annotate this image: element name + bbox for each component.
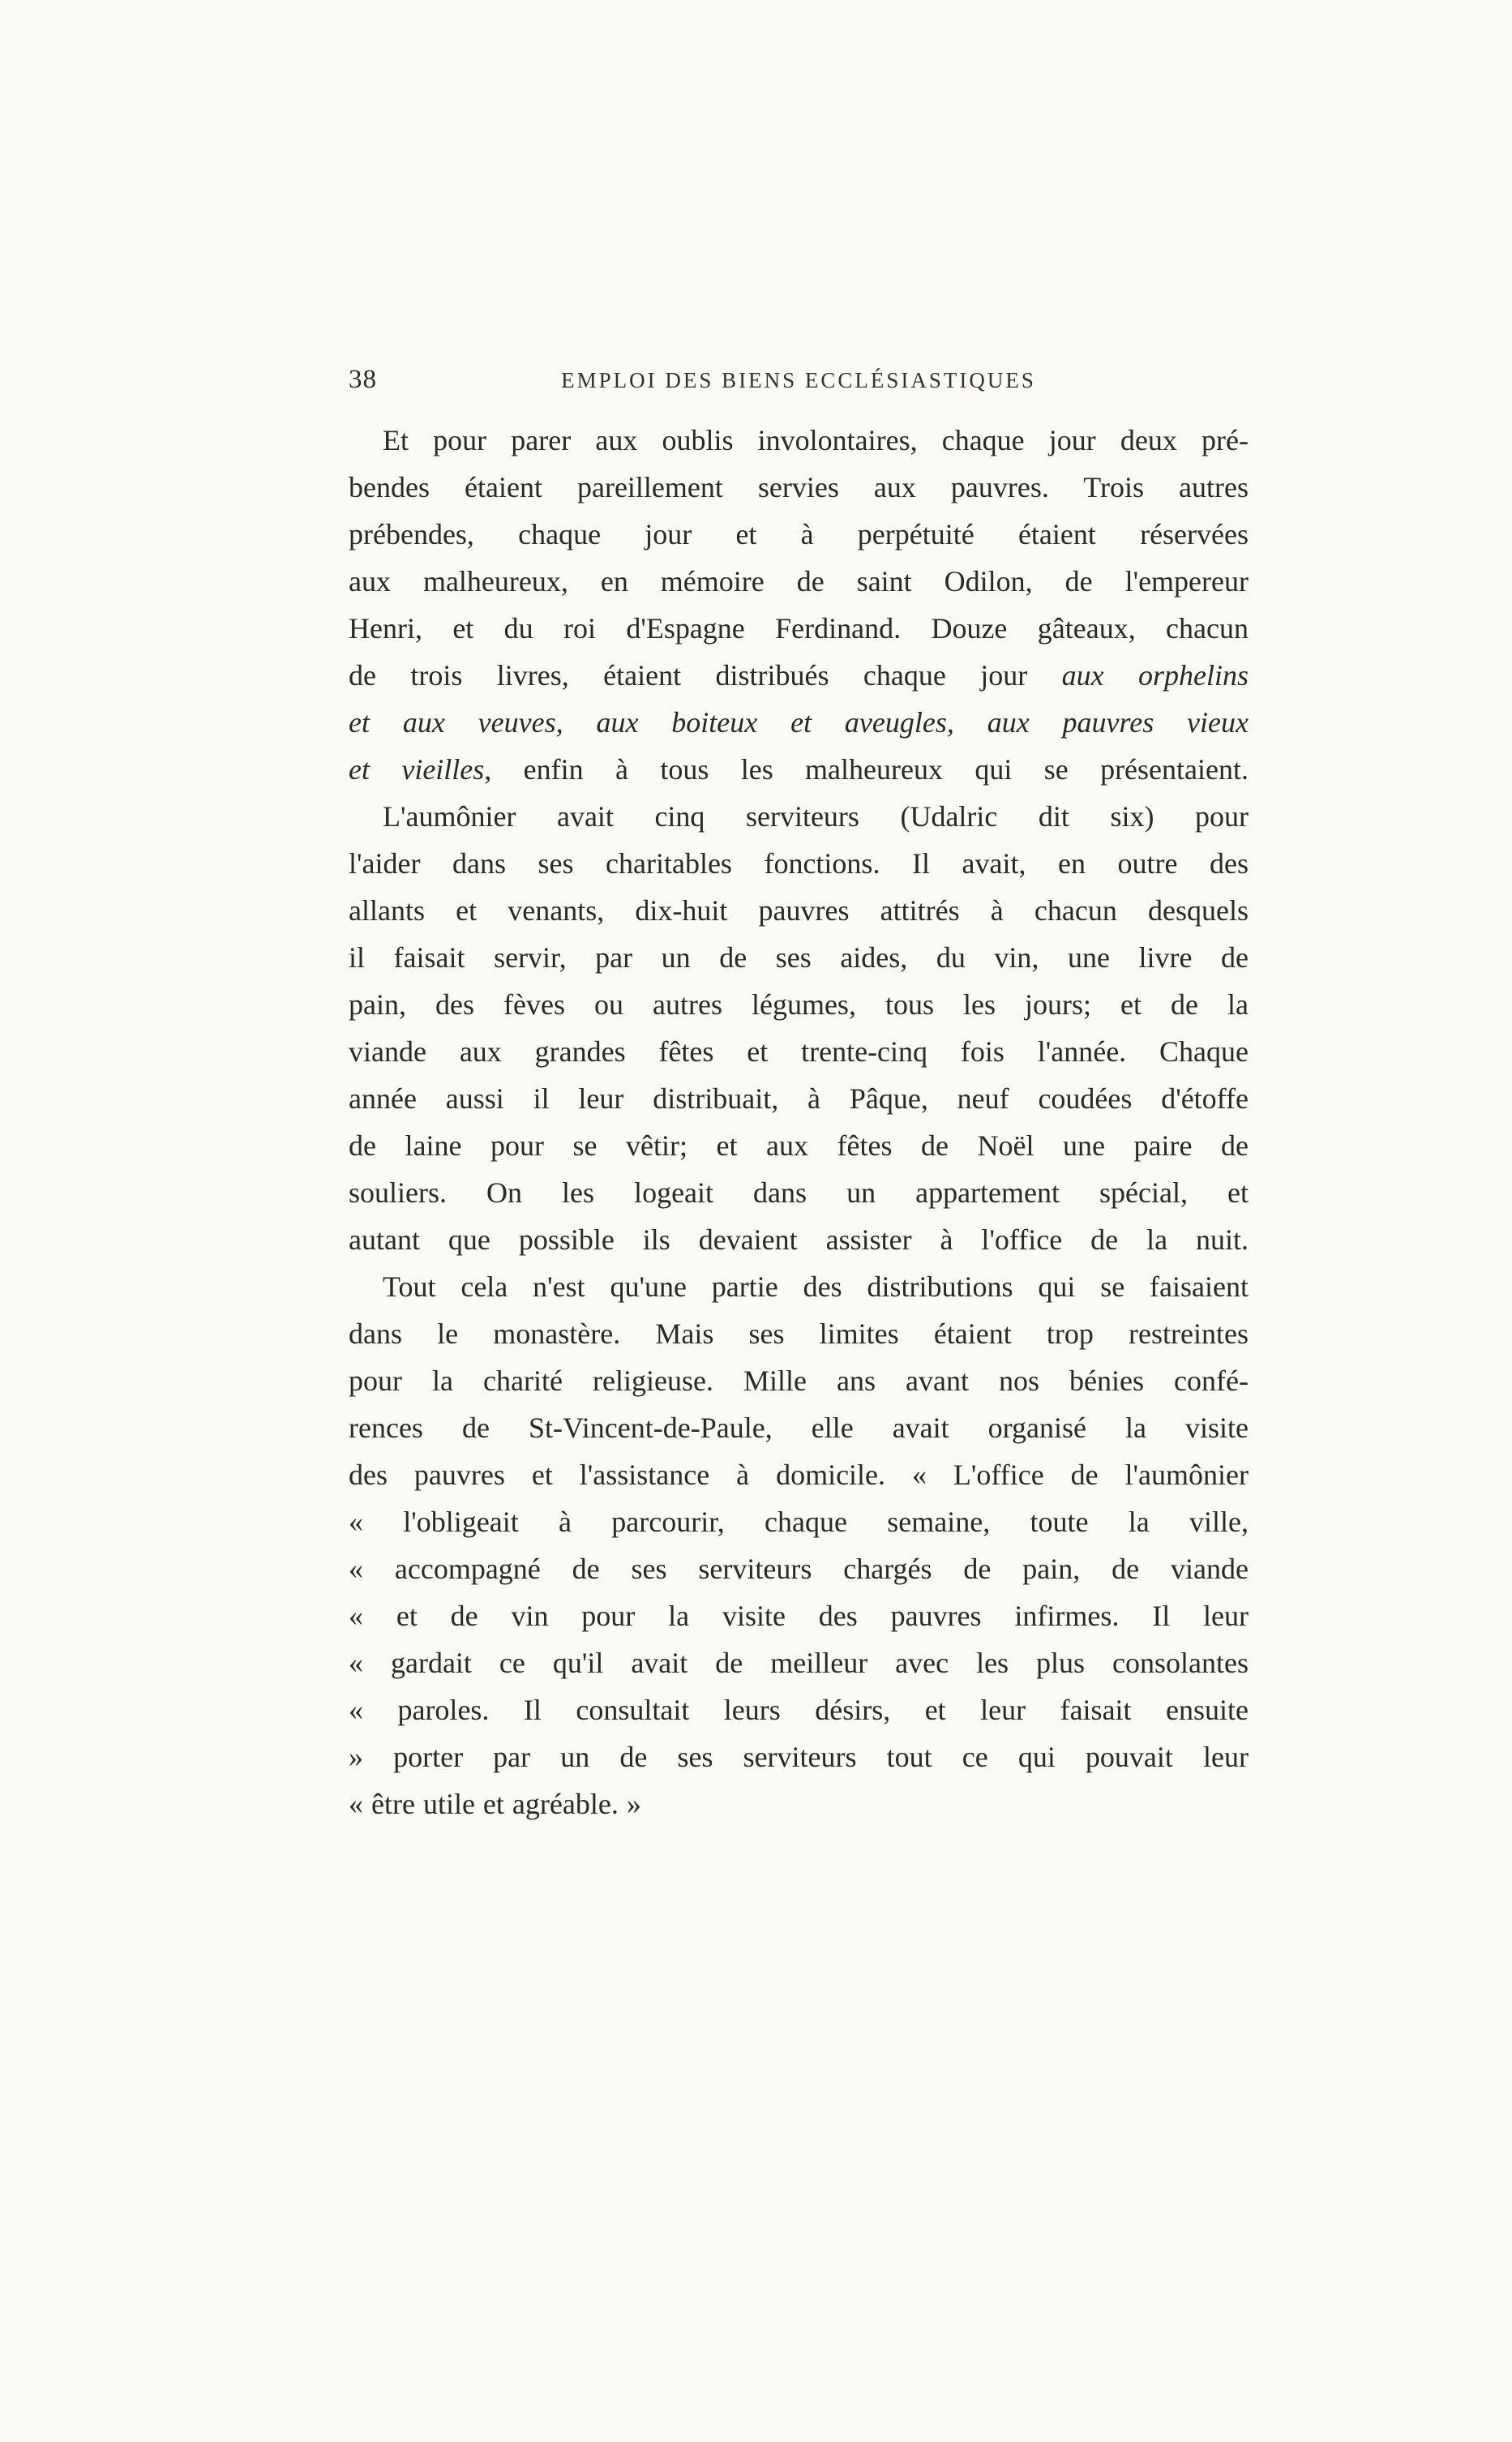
text-segment: » porter par un de ses serviteurs tout ce qui pouvait leur [349,1741,1249,1773]
text-line [349,1357,1249,1404]
text-segment: pain, des fèves ou autres légumes, tous les jours; et de la [349,988,1249,1021]
text-line [349,558,1249,605]
text-segment: aux malheureux, en mémoire de saint Odilon, de l'empereur [349,565,1249,598]
text-segment: de laine pour se vêtir; et aux fêtes de Noël une paire de [349,1129,1249,1162]
italic-text-segment: aux orphelins [1061,659,1249,692]
text-line [349,1686,1249,1733]
text-line [349,934,1249,981]
text-line [349,1404,1249,1451]
text-line [349,1310,1249,1357]
text-line [349,1169,1249,1216]
italic-text-segment: et vieilles [349,753,485,786]
text-segment: prébendes, chaque jour et à perpétuité étaient réservées [349,518,1249,551]
text-line [349,605,1249,652]
page-content [349,363,1249,1827]
text-segment: « accompagné de ses serviteurs chargés de pain, de viande [349,1553,1249,1585]
text-line [349,840,1249,887]
text-segment: année aussi il leur distribuait, à Pâque, neuf coudées d'étoffe [349,1082,1249,1115]
text-line [349,1545,1249,1592]
page-number: 38 [349,365,377,394]
text-segment: de trois livres, étaient distribués chaque jour [349,659,1062,692]
text-segment: « gardait ce qu'il avait de meilleur avec les plus consolantes [349,1647,1249,1679]
text-line [349,981,1249,1028]
text-segment: L'aumônier avait cinq serviteurs (Udalric dit six) pour [383,800,1249,833]
text-line [349,511,1249,558]
text-line [349,1075,1249,1122]
text-line [349,1451,1249,1498]
text-line [349,1122,1249,1169]
text-segment: souliers. On les logeait dans un appartement spécial, et [349,1176,1249,1209]
text-segment: il faisait servir, par un de ses aides, du vin, une livre de [349,941,1249,974]
text-line [349,1263,1249,1310]
text-segment: bendes étaient pareillement servies aux pauvres. Trois autres [349,471,1249,503]
text-line [349,1028,1249,1075]
text-line [349,1733,1249,1780]
text-segment: « l'obligeait à parcourir, chaque semaine, toute la ville, [349,1506,1249,1538]
text-segment: pour la charité religieuse. Mille ans avant nos bénies confé- [349,1365,1249,1397]
text-line [349,887,1249,934]
text-segment: « et de vin pour la visite des pauvres infirmes. Il leur [349,1600,1249,1632]
text-line [349,1592,1249,1639]
text-segment: autant que possible ils devaient assister à l'office de la nuit. [349,1223,1249,1256]
text-segment: « paroles. Il consultait leurs désirs, et leur faisait ensuite [349,1694,1249,1726]
text-line [349,417,1249,464]
text-segment: dans le monastère. Mais ses limites étaient trop restreintes [349,1317,1249,1350]
text-line [349,652,1249,699]
text-segment: , enfin à tous les malheureux qui se présentaient. [484,753,1249,786]
text-segment: allants et venants, dix-huit pauvres attitrés à chacun desquels [349,894,1249,927]
text-segment: « être utile et agréable. » [349,1788,641,1820]
text-segment: Et pour parer aux oublis involontaires, chaque jour deux pré- [383,424,1249,456]
text-block [349,417,1249,1827]
text-line [349,1216,1249,1263]
text-segment: viande aux grandes fêtes et trente-cinq fois l'année. Chaque [349,1035,1249,1068]
text-line [349,793,1249,840]
text-segment: Henri, et du roi d'Espagne Ferdinand. Douze gâteaux, chacun [349,612,1249,645]
text-segment: des pauvres et l'assistance à domicile. « L'office de l'aumônier [349,1459,1249,1491]
text-line [349,1498,1249,1545]
text-line [349,464,1249,511]
italic-text-segment: et aux veuves, aux boiteux et aveugles, aux pauvres vieux [349,706,1249,739]
page-header [349,363,1249,399]
text-segment: Tout cela n'est qu'une partie des distributions qui se faisaient [383,1270,1249,1303]
text-line [349,1780,1249,1827]
text-line [349,699,1249,746]
running-header: EMPLOI DES BIENS ECCLÉSIASTIQUES [561,368,1036,392]
text-line [349,1639,1249,1686]
text-segment: rences de St-Vincent-de-Paule, elle avait organisé la visite [349,1412,1249,1444]
text-segment: l'aider dans ses charitables fonctions. Il avait, en outre des [349,847,1249,880]
text-line [349,746,1249,793]
